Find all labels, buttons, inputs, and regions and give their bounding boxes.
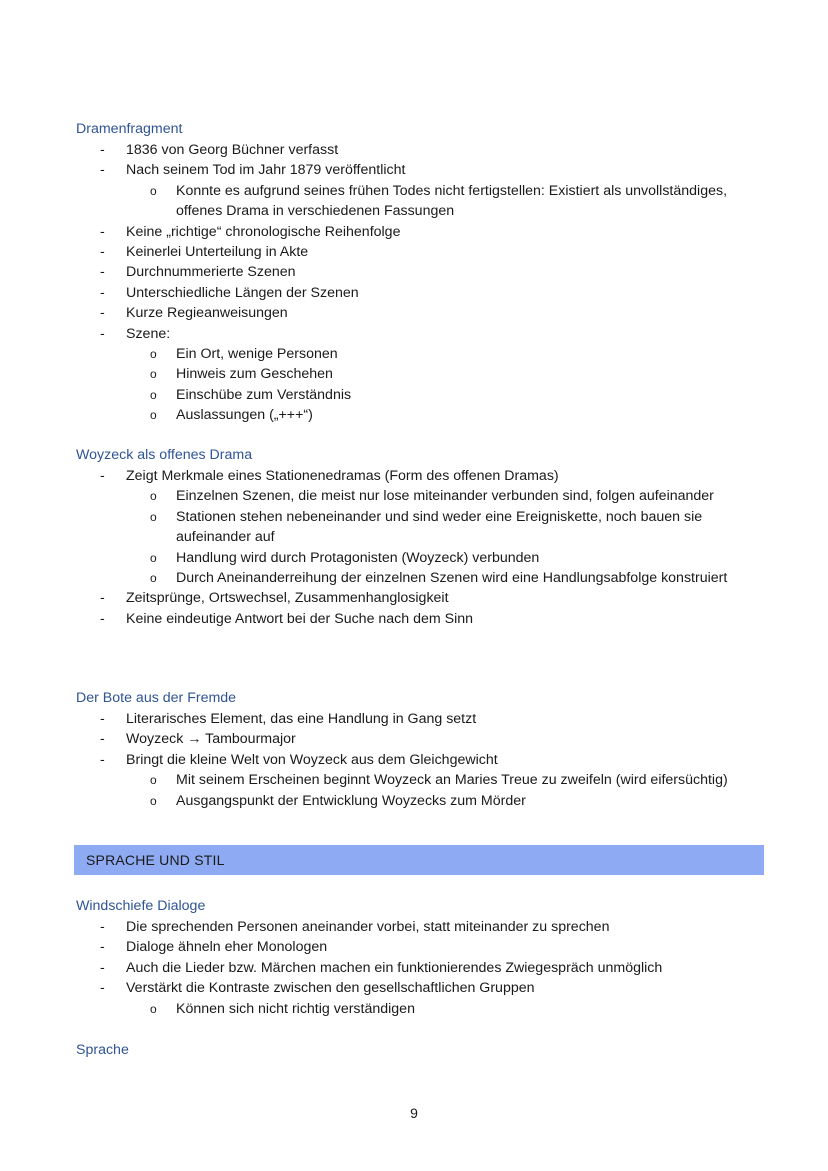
- section-heading-dramenfragment: Dramenfragment: [76, 121, 183, 137]
- section-heading-offenes-drama: Woyzeck als offenes Drama: [76, 447, 253, 463]
- page-number: 9: [410, 1105, 418, 1121]
- section-list-dramenfragment: [0, 140, 828, 426]
- section-heading-sprache: Sprache: [76, 1042, 129, 1058]
- sub-list-item: o Konnte es aufgrund seines frühen Todes nicht fertigstellen: Existiert als unvollständiges, offenes Drama in verschiedenen Fassungen: [150, 182, 728, 220]
- list-item: - Woyzeck → Tambourmajor: [100, 731, 296, 748]
- sub-list-item: o Können sich nicht richtig verständigen: [150, 1000, 415, 1017]
- section-heading-bote: Der Bote aus der Fremde: [76, 690, 237, 706]
- sub-list-item: o Mit seinem Erscheinen beginnt Woyzeck an Maries Treue zu zweifeln (wird eifersüchtig): [150, 772, 728, 789]
- list-item: - Auch die Lieder bzw. Märchen machen ein funktionierendes Zwiegespräch unmöglich: [100, 959, 663, 976]
- sub-list-item: o Auslassungen („+++“): [150, 407, 313, 424]
- list-item: - Die sprechenden Personen aneinander vorbei, statt miteinander zu sprechen: [100, 919, 610, 935]
- band-title: SPRACHE UND STIL: [86, 852, 225, 868]
- list-item: - Durchnummerierte Szenen: [100, 264, 296, 281]
- list-item: - Unterschiedliche Längen der Szenen: [100, 284, 359, 301]
- section-heading-dialoge: Windschiefe Dialoge: [76, 898, 206, 914]
- list-item: - 1836 von Georg Büchner verfasst: [100, 142, 339, 158]
- section-list-offenes-drama: [0, 466, 828, 629]
- sub-list-item: o Stationen stehen nebeneinander und sind weder eine Ereigniskette, noch bauen sie aufeinander auf: [150, 508, 703, 546]
- sub-list-item: o Einzelnen Szenen, die meist nur lose miteinander verbunden sind, folgen aufeinander: [150, 488, 714, 505]
- list-item: - Keinerlei Unterteilung in Akte: [100, 244, 309, 261]
- list-item: - Verstärkt die Kontraste zwischen den gesellschaftlichen Gruppen o Können sich nicht richtig verständigen: [0, 978, 828, 1019]
- list-item: - Nach seinem Tod im Jahr 1879 veröffentlicht o Konnte es aufgrund seines frühen Todes nicht fertigstellen: Existiert als unvollständiges, offenes Drama in verschiedenen Fassungen: [0, 160, 828, 221]
- list-item: - Zeitsprünge, Ortswechsel, Zusammenhanglosigkeit: [100, 590, 449, 607]
- sub-list-item: o Hinweis zum Geschehen: [150, 366, 333, 383]
- list-item: - Zeigt Merkmale eines Stationenedramas (Form des offenen Dramas) o Einzelnen Szenen, die meist nur lose miteinander verbunden sind, folgen aufeinander o Stationen stehen nebeneinander und sind weder eine Ereigniskette, noch bauen sie aufeinander auf o Handlung wird durch Protagonisten (Woyzeck) verbunden o Durch Aneinanderreihung der einzelnen Szenen wird eine Handlungsabfolge konstruiert: [0, 466, 828, 588]
- section-list-dialoge: [0, 917, 828, 1019]
- list-item: - Bringt die kleine Welt von Woyzeck aus dem Gleichgewicht o Mit seinem Erscheinen beginnt Woyzeck an Maries Treue zu zweifeln (wird eifersüchtig) o Ausgangspunkt der Entwicklung Woyzecks zum Mörder: [0, 750, 828, 811]
- list-item: - Szene: o Ein Ort, wenige Personen o Hinweis zum Geschehen o Einschübe zum Verständnis o Auslassungen („+++“): [0, 324, 828, 426]
- list-item: - Dialoge ähneln eher Monologen: [100, 939, 328, 956]
- list-item: - Keine „richtige“ chronologische Reihenfolge: [100, 223, 401, 240]
- list-item: - Literarisches Element, das eine Handlung in Gang setzt: [100, 711, 477, 727]
- list-item: - Keine eindeutige Antwort bei der Suche nach dem Sinn: [100, 610, 474, 627]
- sub-list-item: o Durch Aneinanderreihung der einzelnen Szenen wird eine Handlungsabfolge konstruiert: [150, 570, 728, 587]
- list-item: - Kurze Regieanweisungen: [100, 305, 288, 322]
- section-list-bote: [0, 709, 828, 811]
- sub-list-item: o Ausgangspunkt der Entwicklung Woyzecks zum Mörder: [150, 792, 526, 809]
- sub-list-item: o Handlung wird durch Protagonisten (Woyzeck) verbunden: [150, 549, 540, 566]
- sub-list-item: o Einschübe zum Verständnis: [150, 386, 352, 403]
- sub-list-item: o Ein Ort, wenige Personen: [150, 346, 338, 363]
- section-band: [74, 845, 764, 875]
